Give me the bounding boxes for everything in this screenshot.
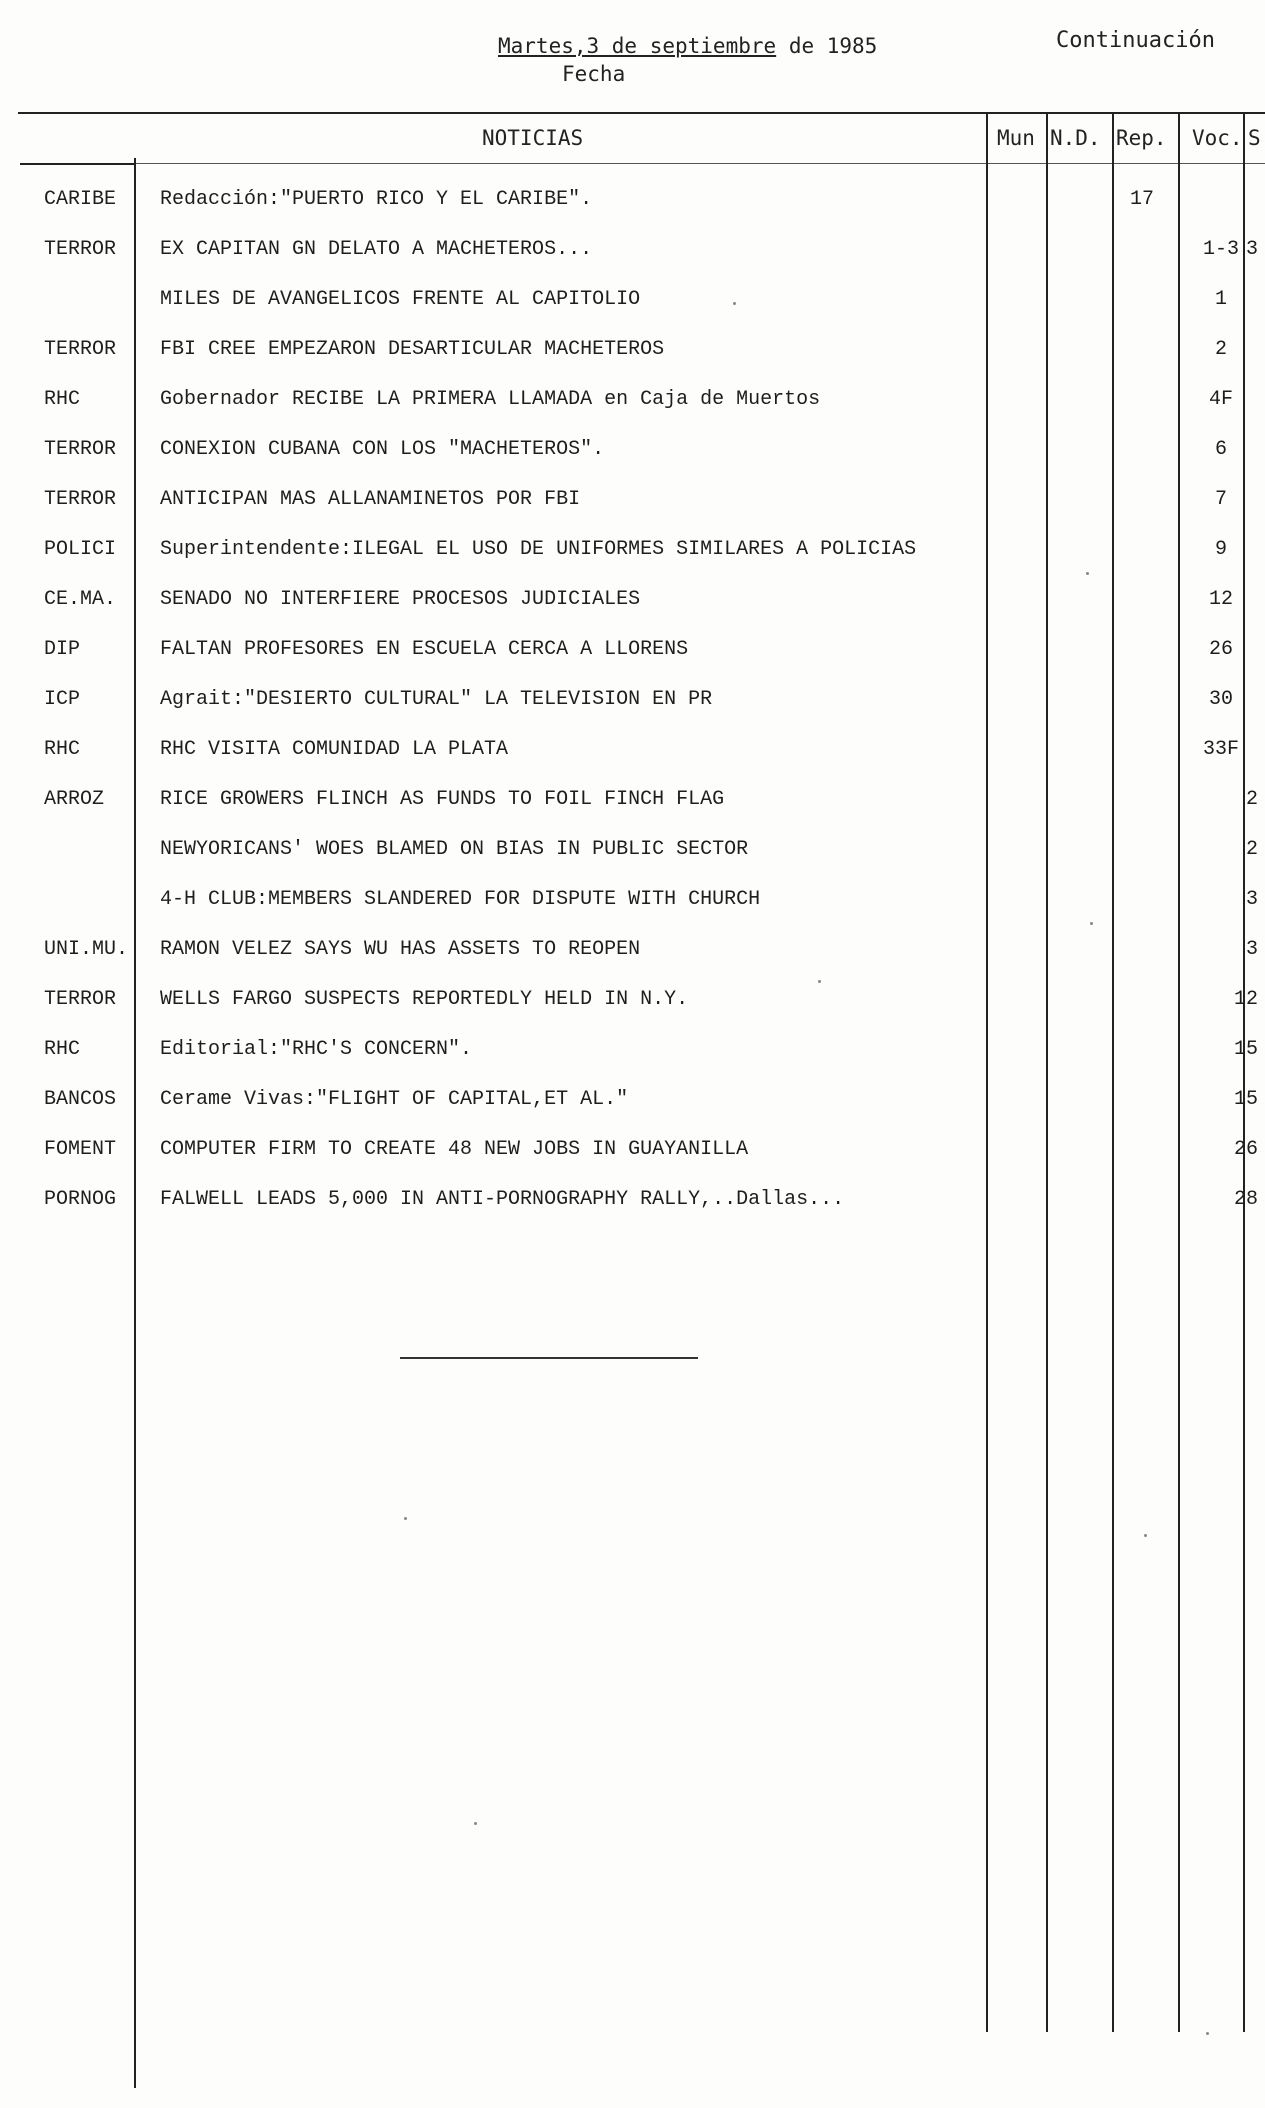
row-title: RHC VISITA COMUNIDAD LA PLATA <box>160 738 509 761</box>
row-extra: 3 <box>1246 238 1259 261</box>
row-section: TERROR <box>44 438 117 461</box>
table-header-rule-right <box>134 163 1265 164</box>
row-voc: 26 <box>1208 638 1233 661</box>
closing-rule <box>400 1357 698 1359</box>
row-title: ANTICIPAN MAS ALLANAMINETOS POR FBI <box>160 488 581 511</box>
row-title: Gobernador RECIBE LA PRIMERA LLAMADA en Caja de Muertos <box>160 388 821 411</box>
header-voc: Voc. <box>1192 126 1243 150</box>
row-title: CONEXION CUBANA CON LOS "MACHETEROS". <box>160 438 605 461</box>
row-voc: 2 <box>1214 338 1227 361</box>
row-voc: 9 <box>1214 538 1227 561</box>
row-section: TERROR <box>44 488 117 511</box>
row-extra: 15 <box>1234 1088 1259 1111</box>
row-title: FALWELL LEADS 5,000 IN ANTI-PORNOGRAPHY RALLY,..Dallas... <box>160 1188 845 1211</box>
fecha-label: Fecha <box>562 62 626 86</box>
row-extra: 12 <box>1234 988 1259 1011</box>
row-section: RHC <box>44 388 81 411</box>
table-row <box>0 638 1265 678</box>
table-row <box>0 588 1265 628</box>
row-section: RHC <box>44 1038 81 1061</box>
table-row <box>0 1138 1265 1178</box>
row-title: FBI CREE EMPEZARON DESARTICULAR MACHETEROS <box>160 338 665 361</box>
row-section: TERROR <box>44 988 117 1011</box>
row-title: WELLS FARGO SUSPECTS REPORTEDLY HELD IN N.Y. <box>160 988 689 1011</box>
row-section: FOMENT <box>44 1138 117 1161</box>
row-voc: 6 <box>1214 438 1227 461</box>
continuation-label: Continuación <box>1056 28 1215 53</box>
row-voc: 7 <box>1214 488 1227 511</box>
row-section: RHC <box>44 738 81 761</box>
row-voc: 12 <box>1208 588 1233 611</box>
row-title: SENADO NO INTERFIERE PROCESOS JUDICIALES <box>160 588 641 611</box>
row-voc: 4F <box>1208 388 1233 411</box>
row-section: UNI.MU. <box>44 938 129 961</box>
row-extra: 26 <box>1234 1138 1259 1161</box>
header-nd: N.D. <box>1050 126 1101 150</box>
table-row <box>0 338 1265 378</box>
row-title: NEWYORICANS' WOES BLAMED ON BIAS IN PUBLIC SECTOR <box>160 838 749 861</box>
row-title: COMPUTER FIRM TO CREATE 48 NEW JOBS IN GUAYANILLA <box>160 1138 749 1161</box>
row-section: DIP <box>44 638 81 661</box>
scan-speck <box>404 1517 407 1520</box>
row-extra: 2 <box>1246 838 1259 861</box>
row-section: CARIBE <box>44 188 117 211</box>
row-section: PORNOG <box>44 1188 117 1211</box>
row-section: POLICI <box>44 538 117 561</box>
year-text: de 1985 <box>788 34 878 58</box>
header-noticias: NOTICIAS <box>482 126 584 150</box>
table-row <box>0 738 1265 778</box>
table-row <box>0 1188 1265 1228</box>
row-title: Cerame Vivas:"FLIGHT OF CAPITAL,ET AL." <box>160 1088 629 1111</box>
row-extra: 3 <box>1246 938 1259 961</box>
row-rep: 17 <box>1130 188 1155 211</box>
date-line <box>498 34 877 58</box>
table-row <box>0 188 1265 228</box>
scan-speck <box>1090 922 1093 925</box>
row-section: BANCOS <box>44 1088 117 1111</box>
row-title: MILES DE AVANGELICOS FRENTE AL CAPITOLIO <box>160 288 641 311</box>
header-rep: Rep. <box>1116 126 1167 150</box>
row-title: Superintendente:ILEGAL EL USO DE UNIFORMES SIMILARES A POLICIAS <box>160 538 917 561</box>
row-section: ICP <box>44 688 81 711</box>
row-extra: 15 <box>1234 1038 1259 1061</box>
row-title: RAMON VELEZ SAYS WU HAS ASSETS TO REOPEN <box>160 938 641 961</box>
table-row <box>0 788 1265 828</box>
table-header-rule <box>20 163 134 165</box>
row-voc: 1-3 <box>1202 238 1239 261</box>
table-row <box>0 238 1265 278</box>
header-mun: Mun <box>997 126 1035 150</box>
row-title: Editorial:"RHC'S CONCERN". <box>160 1038 473 1061</box>
row-voc: 30 <box>1208 688 1233 711</box>
row-title: EX CAPITAN GN DELATO A MACHETEROS... <box>160 238 593 261</box>
row-voc: 33F <box>1202 738 1239 761</box>
row-title: 4-H CLUB:MEMBERS SLANDERED FOR DISPUTE WITH CHURCH <box>160 888 761 911</box>
row-extra: 28 <box>1234 1188 1259 1211</box>
table-row <box>0 838 1265 878</box>
table-row <box>0 1088 1265 1128</box>
scan-speck <box>1086 572 1089 575</box>
table-row <box>0 1038 1265 1078</box>
scan-speck <box>474 1822 477 1825</box>
row-title: RICE GROWERS FLINCH AS FUNDS TO FOIL FINCH FLAG <box>160 788 725 811</box>
table-row <box>0 538 1265 578</box>
table-row <box>0 288 1265 328</box>
row-section: ARROZ <box>44 788 105 811</box>
row-extra: 2 <box>1246 788 1259 811</box>
table-row <box>0 938 1265 978</box>
row-title: Redacción:"PUERTO RICO Y EL CARIBE". <box>160 188 593 211</box>
date-text: Martes,3 de septiembre <box>498 34 777 58</box>
row-section: TERROR <box>44 238 117 261</box>
row-voc: 1 <box>1214 288 1227 311</box>
table-top-rule <box>18 112 1265 114</box>
row-section: CE.MA. <box>44 588 117 611</box>
table-row <box>0 438 1265 478</box>
row-extra: 3 <box>1246 888 1259 911</box>
row-section: TERROR <box>44 338 117 361</box>
scan-speck <box>818 980 821 983</box>
table-row <box>0 388 1265 428</box>
row-title: Agrait:"DESIERTO CULTURAL" LA TELEVISION EN PR <box>160 688 713 711</box>
header-extra: S <box>1248 126 1261 150</box>
scan-speck <box>1144 1534 1147 1537</box>
table-row <box>0 488 1265 528</box>
scan-speck <box>1206 2032 1209 2035</box>
table-row <box>0 988 1265 1028</box>
row-title: FALTAN PROFESORES EN ESCUELA CERCA A LLORENS <box>160 638 689 661</box>
table-row <box>0 888 1265 928</box>
scan-speck <box>733 302 736 305</box>
table-row <box>0 688 1265 728</box>
